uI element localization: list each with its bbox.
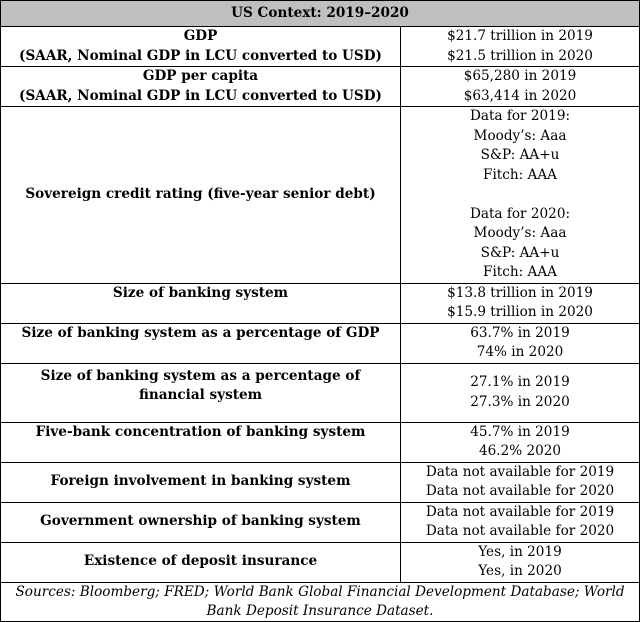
row-label <box>1 542 401 582</box>
table-row <box>1 502 640 542</box>
row-value-line: Fitch: AAA <box>483 166 557 183</box>
row-label-line: (SAAR, Nominal GDP in LCU converted to USD) <box>19 87 382 104</box>
row-value-line: Fitch: AAA <box>483 264 557 280</box>
row-value-line: $13.8 trillion in 2019 <box>447 284 593 301</box>
row-value-line: S&P: AA+u <box>480 244 560 261</box>
row-value-line: Moody’s: Aaa <box>473 127 567 144</box>
table-row <box>1 542 640 582</box>
row-value <box>401 283 640 323</box>
row-value <box>401 542 640 582</box>
sources-note: Sources: Bloomberg; FRED; World Bank Global Financial Development Database; World Bank Deposit Insurance Dataset. <box>1 582 640 621</box>
table-title: US Context: 2019–2020 <box>1 1 640 27</box>
table-row <box>1 462 640 502</box>
row-label-line: Size of banking system as a percentage of <box>40 367 361 384</box>
table-row <box>1 107 640 284</box>
row-label <box>1 422 401 462</box>
row-value <box>401 323 640 363</box>
table-row <box>1 27 640 67</box>
row-value-line: Data not available for 2019 <box>425 463 615 480</box>
row-value-line: Data for 2020: <box>469 205 571 222</box>
row-label <box>1 67 401 107</box>
table-row <box>1 363 640 422</box>
row-value-line: Data not available for 2019 <box>425 503 615 520</box>
row-value-line: Yes, in 2020 <box>478 563 562 579</box>
sources-row <box>1 582 640 621</box>
row-label-line: Government ownership of banking system <box>40 513 361 530</box>
row-value <box>401 462 640 502</box>
row-value-line: Moody’s: Aaa <box>473 225 567 241</box>
row-label-line: Sovereign credit rating (five-year senior debt) <box>25 186 376 202</box>
row-label-line: financial system <box>138 387 263 403</box>
row-value-line: 27.1% in 2019 <box>470 374 570 390</box>
row-value <box>401 27 640 67</box>
row-value <box>401 422 640 462</box>
row-label-line: GDP per capita <box>142 68 259 84</box>
table-row <box>1 67 640 107</box>
row-value <box>401 67 640 107</box>
row-value <box>401 502 640 542</box>
row-label <box>1 27 401 67</box>
row-value-line: 45.7% in 2019 <box>470 423 570 440</box>
title-row <box>1 1 640 27</box>
row-label <box>1 502 401 542</box>
row-value-line: 46.2% 2020 <box>478 443 562 459</box>
row-value-line: $21.7 trillion in 2019 <box>447 28 593 44</box>
table-row <box>1 323 640 363</box>
row-label-line: Size of banking system as a percentage of GDP <box>21 324 380 341</box>
row-label <box>1 462 401 502</box>
row-value-line: $65,280 in 2019 <box>463 68 577 84</box>
row-label-line: Five-bank concentration of banking system <box>35 423 366 440</box>
row-value-line: 63.7% in 2019 <box>470 324 570 341</box>
row-label-line: (SAAR, Nominal GDP in LCU converted to USD) <box>19 47 382 64</box>
row-value-line: Data not available for 2020 <box>425 483 615 499</box>
row-label <box>1 323 401 363</box>
row-value-line: 74% in 2020 <box>476 344 564 360</box>
row-label-line: Size of banking system <box>112 284 289 301</box>
row-label <box>1 107 401 284</box>
row-value-line: S&P: AA+u <box>480 147 560 163</box>
row-value-line: $21.5 trillion in 2020 <box>447 47 593 64</box>
row-label-line: Foreign involvement in banking system <box>50 473 351 490</box>
table-row <box>1 283 640 323</box>
row-label-line: GDP <box>183 28 218 44</box>
row-value <box>401 107 640 284</box>
row-label <box>1 363 401 422</box>
table-row <box>1 422 640 462</box>
row-value-line: $15.9 trillion in 2020 <box>447 304 593 320</box>
row-label-line: Existence of deposit insurance <box>83 553 318 570</box>
row-value-line: Data not available for 2020 <box>425 523 615 539</box>
row-value-line: Data for 2019: <box>469 108 571 124</box>
row-value-line: Yes, in 2019 <box>478 543 562 560</box>
row-label <box>1 283 401 323</box>
row-value-line: $63,414 in 2020 <box>463 87 577 104</box>
row-value-spacer <box>405 185 635 205</box>
row-value-line: 27.3% in 2020 <box>470 393 570 410</box>
row-value <box>401 363 640 422</box>
